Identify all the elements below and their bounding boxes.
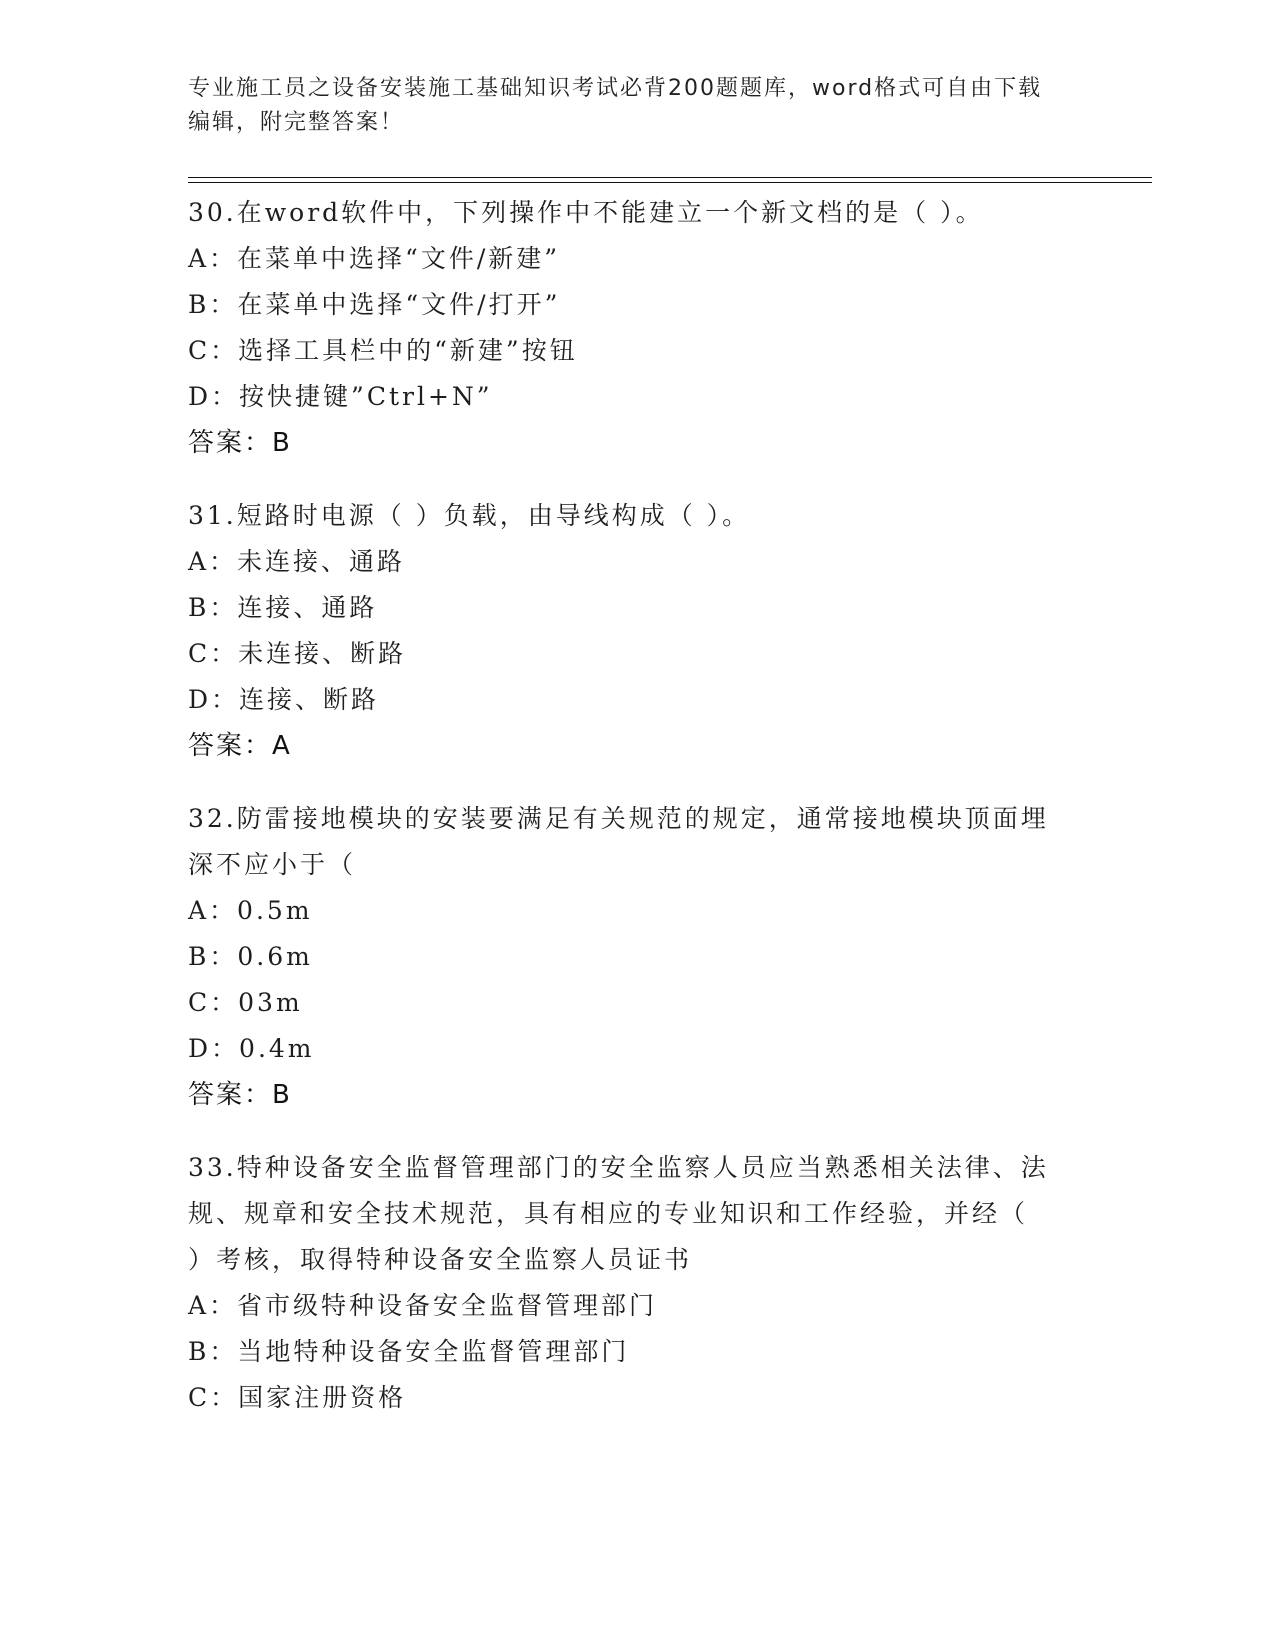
option-a: A：在菜单中选择“文件/新建” xyxy=(188,244,561,273)
option-a: A：0.5m xyxy=(188,896,313,925)
answer-label: 答案：B xyxy=(188,428,292,458)
option-c: C：选择工具栏中的“新建”按钮 xyxy=(188,336,578,365)
question-33 xyxy=(188,1145,1088,1421)
question-32 xyxy=(188,796,1088,1118)
stem-line: 32.防雷接地模块的安装要满足有关规范的规定，通常接地模块顶面埋 xyxy=(188,804,1049,833)
question-stem xyxy=(188,796,1088,888)
header-divider-bottom xyxy=(188,182,1152,183)
question-list xyxy=(188,190,1088,1448)
question-stem xyxy=(188,1145,1088,1283)
question-stem xyxy=(188,493,1088,539)
header-line-1: 专业施工员之设备安装施工基础知识考试必背200题题库，word格式可自由下载 xyxy=(188,76,1043,101)
document-header xyxy=(188,72,1068,140)
option-c: C：未连接、断路 xyxy=(188,639,407,668)
stem-line: 深不应小于（ xyxy=(188,850,357,879)
option-d: D：连接、断路 xyxy=(188,685,380,714)
question-stem xyxy=(188,190,1088,236)
option-c: C：03m xyxy=(188,988,303,1017)
question-31 xyxy=(188,493,1088,769)
option-b: B：连接、通路 xyxy=(188,593,378,622)
option-a: A：省市级特种设备安全监督管理部门 xyxy=(188,1291,658,1320)
option-a: A：未连接、通路 xyxy=(188,547,406,576)
option-c: C：国家注册资格 xyxy=(188,1383,407,1412)
stem-line: ）考核，取得特种设备安全监察人员证书 xyxy=(188,1245,693,1274)
stem-line: 31.短路时电源（ ）负载，由导线构成（ ）。 xyxy=(188,501,751,530)
header-line-2: 编辑，附完整答案！ xyxy=(188,110,405,135)
header-divider-top xyxy=(188,177,1152,178)
option-d: D：0.4m xyxy=(188,1034,315,1063)
stem-line: 规、规章和安全技术规范，具有相应的专业知识和工作经验，并经（ xyxy=(188,1199,1029,1228)
option-b: B：在菜单中选择“文件/打开” xyxy=(188,290,561,319)
option-b: B：当地特种设备安全监督管理部门 xyxy=(188,1337,630,1366)
option-d: D：按快捷键”Ctrl+N” xyxy=(188,382,493,411)
answer-label: 答案：B xyxy=(188,1080,292,1110)
question-30 xyxy=(188,190,1088,466)
answer-label: 答案：A xyxy=(188,731,292,761)
stem-line: 30.在word软件中，下列操作中不能建立一个新文档的是（ ）。 xyxy=(188,198,984,227)
option-b: B：0.6m xyxy=(188,942,313,971)
stem-line: 33.特种设备安全监督管理部门的安全监察人员应当熟悉相关法律、法 xyxy=(188,1153,1049,1182)
